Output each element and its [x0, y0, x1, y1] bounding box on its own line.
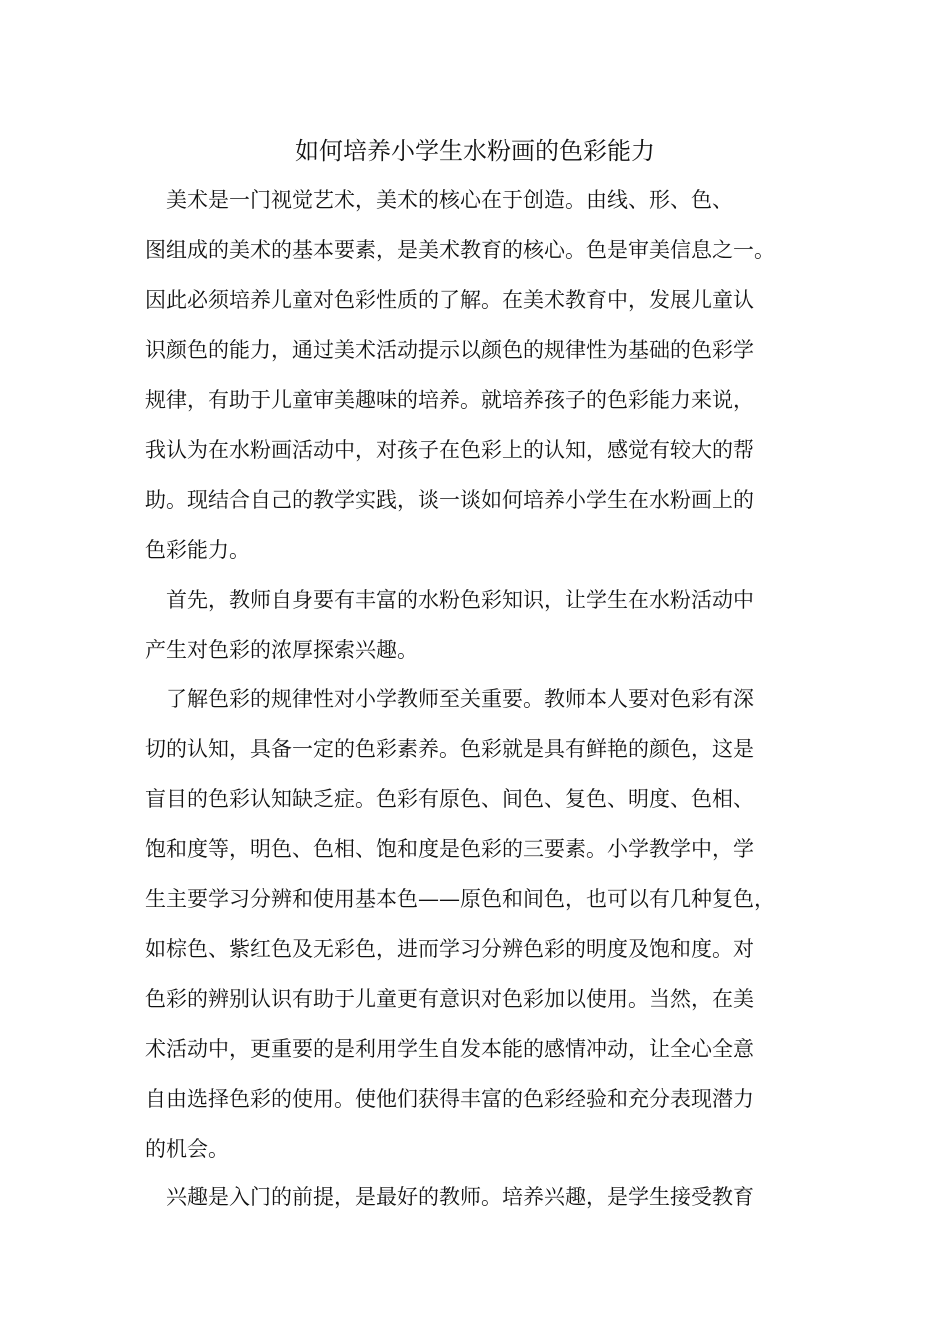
- paragraph-1: [145, 175, 835, 575]
- paragraph-2: [145, 575, 835, 675]
- paragraph-4: [145, 1172, 835, 1222]
- text-line: 图组成的美术的基本要素，是美术教育的核心。色是审美信息之一。: [145, 238, 775, 262]
- text-line: 色彩的辨别认识有助于儿童更有意识对色彩加以使用。当然，在美: [145, 987, 754, 1011]
- text-line: 术活动中，更重要的是利用学生自发本能的感情冲动，让全心全意: [145, 1037, 754, 1061]
- text-line: 盲目的色彩认知缺乏症。色彩有原色、间色、复色、明度、色相、: [145, 787, 754, 811]
- text-line: 首先，教师自身要有丰富的水粉色彩知识，让学生在水粉活动中: [145, 588, 754, 612]
- text-line: 美术是一门视觉艺术，美术的核心在于创造。由线、形、色、: [145, 188, 733, 212]
- text-line: 了解色彩的规律性对小学教师至关重要。教师本人要对色彩有深: [145, 687, 754, 711]
- text-line: 助。现结合自己的教学实践，谈一谈如何培养小学生在水粉画上的: [145, 488, 754, 512]
- text-line: 我认为在水粉画活动中，对孩子在色彩上的认知，感觉有较大的帮: [145, 438, 754, 462]
- text-line: 自由选择色彩的使用。使他们获得丰富的色彩经验和充分表现潜力: [145, 1087, 754, 1111]
- text-line: 兴趣是入门的前提，是最好的教师。培养兴趣，是学生接受教育: [145, 1185, 754, 1209]
- text-line: 色彩能力。: [145, 538, 250, 562]
- text-line: 规律，有助于儿童审美趣味的培养。就培养孩子的色彩能力来说，: [145, 388, 754, 412]
- document-title: 如何培养小学生水粉画的色彩能力: [295, 137, 655, 165]
- text-line: 切的认知，具备一定的色彩素养。色彩就是具有鲜艳的颜色，这是: [145, 737, 754, 761]
- text-line: 产生对色彩的浓厚探索兴趣。: [145, 638, 418, 662]
- text-line: 识颜色的能力，通过美术活动提示以颜色的规律性为基础的色彩学: [145, 338, 754, 362]
- paragraph-3: [145, 674, 835, 1174]
- text-line: 因此必须培养儿童对色彩性质的了解。在美术教育中，发展儿童认: [145, 288, 754, 312]
- text-line: 如棕色、紫红色及无彩色，进而学习分辨色彩的明度及饱和度。对: [145, 937, 754, 961]
- text-line: 生主要学习分辨和使用基本色——原色和间色，也可以有几种复色，: [145, 887, 775, 911]
- text-line: 的机会。: [145, 1137, 229, 1161]
- text-line: 饱和度等，明色、色相、饱和度是色彩的三要素。小学教学中，学: [145, 837, 754, 861]
